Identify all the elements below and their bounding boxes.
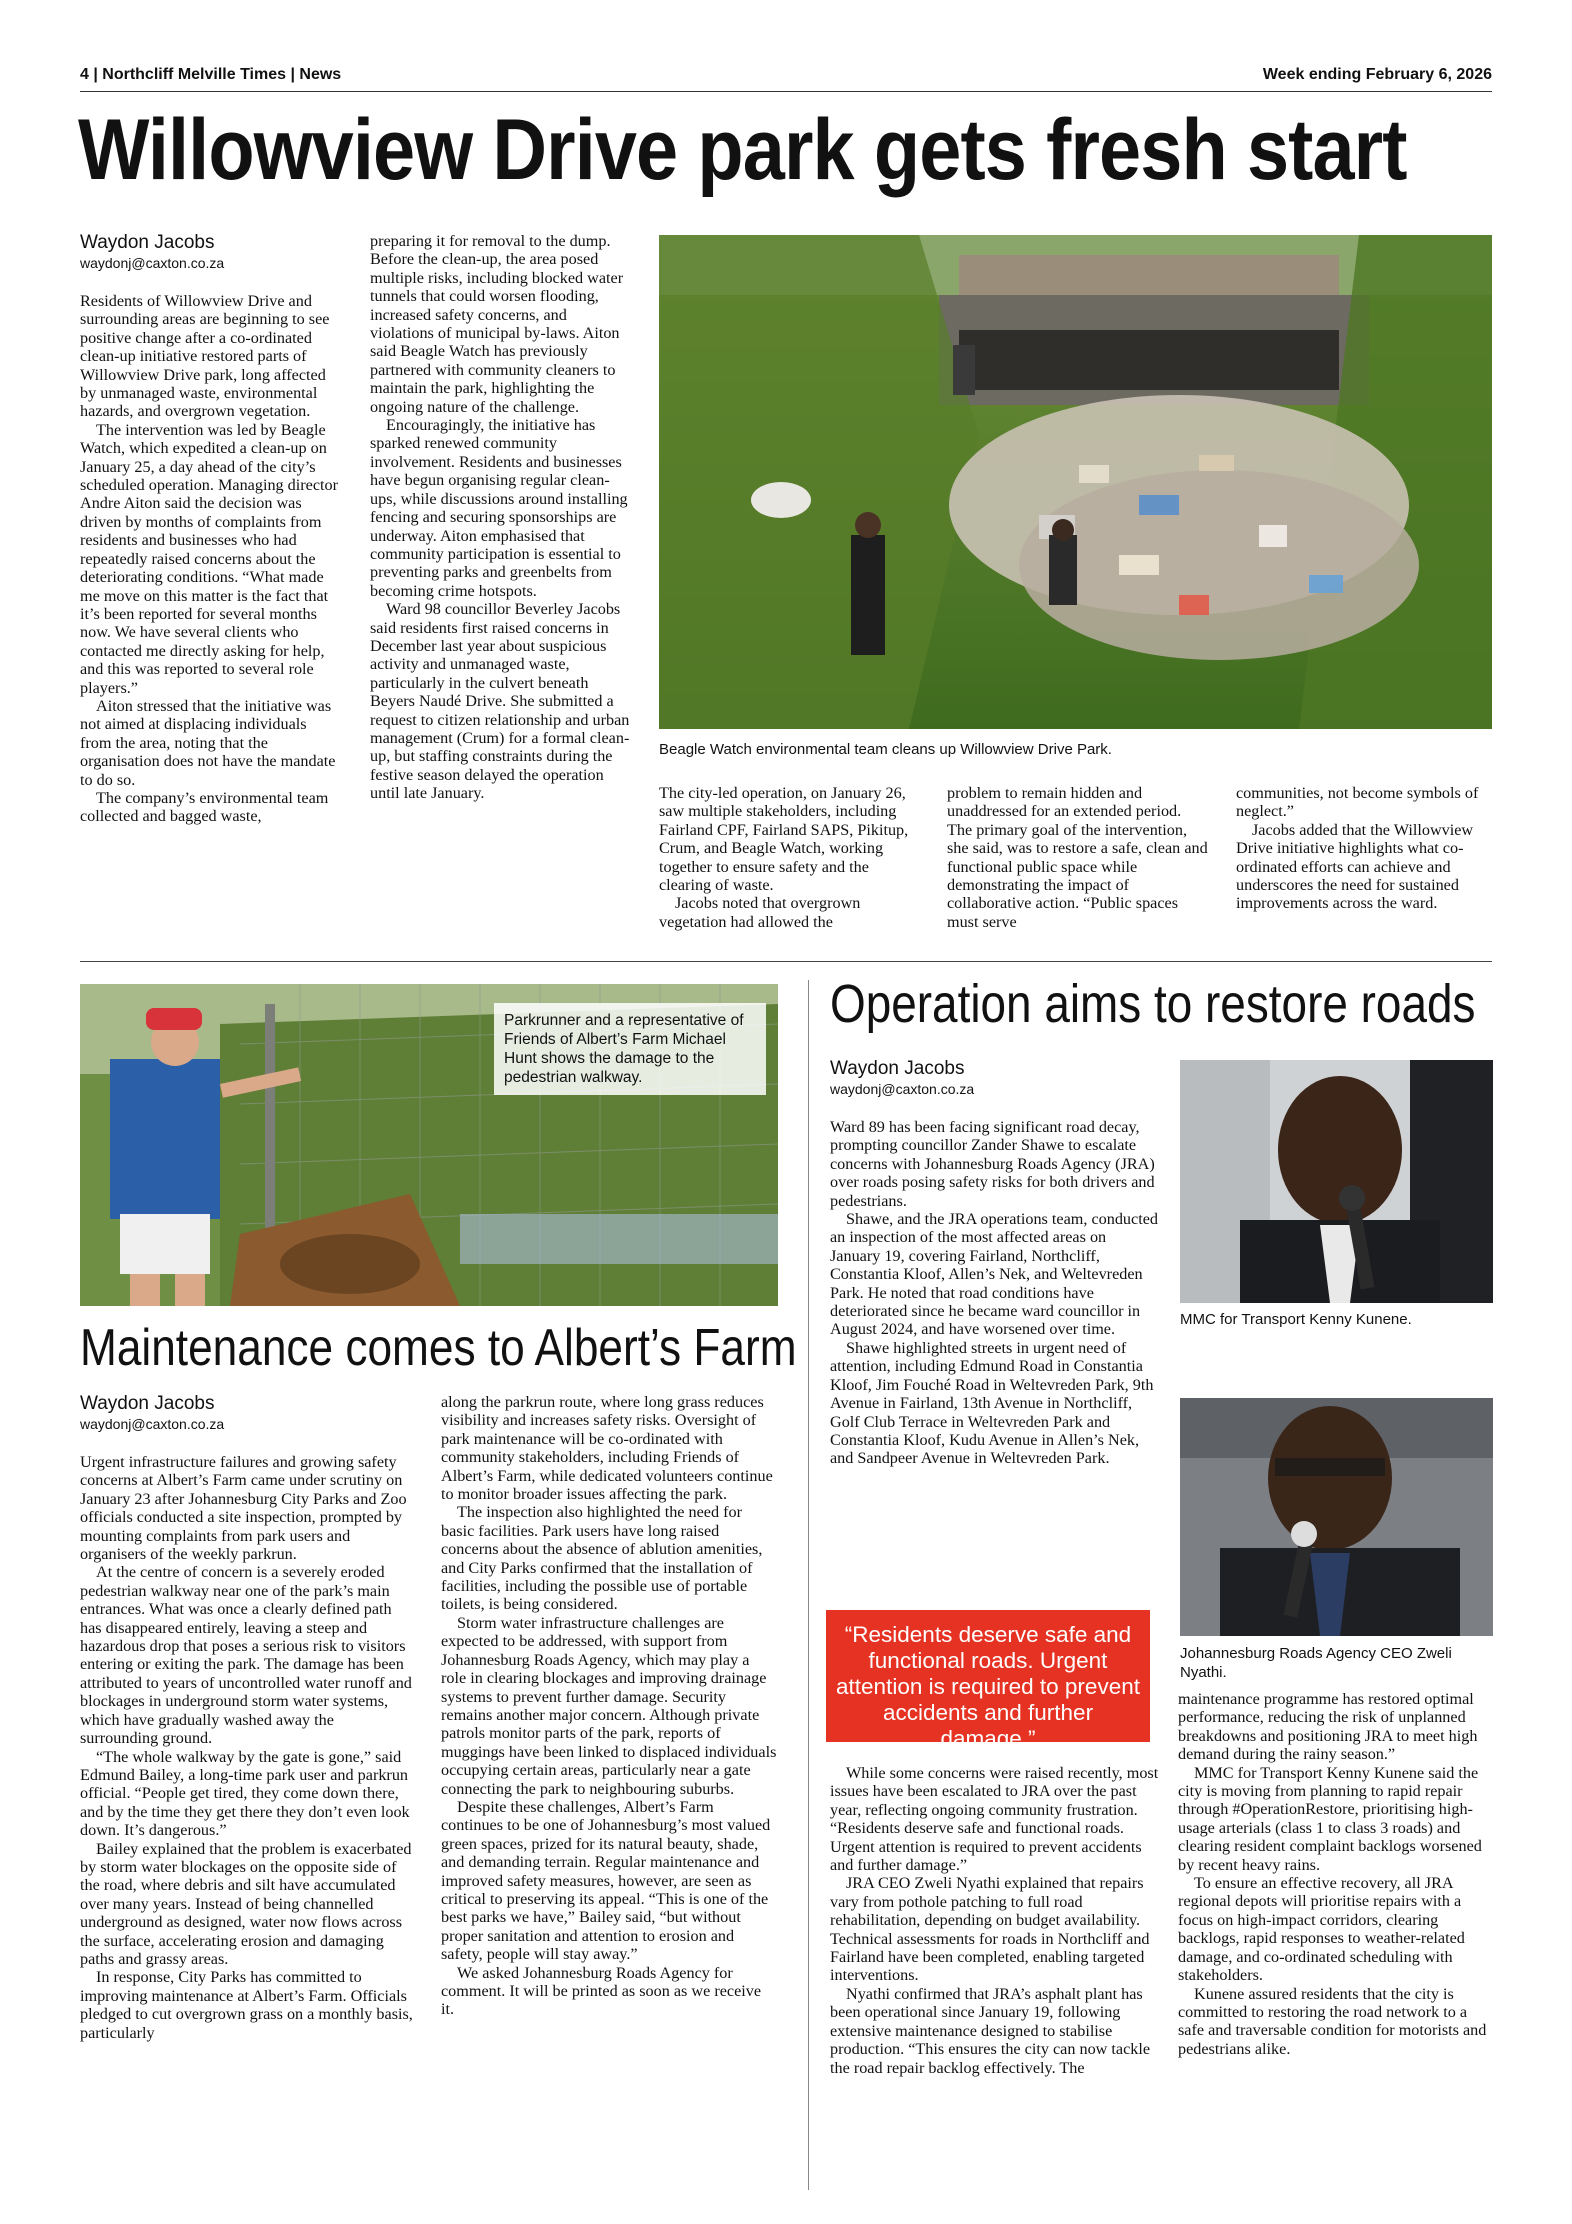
story1-col3 xyxy=(659,784,921,931)
story1-email: waydonj@caxton.co.za xyxy=(80,255,225,271)
paragraph: Aiton stressed that the initiative was not aimed at displacing individuals from the area, noting that the organisation does not have the mandate to do so. xyxy=(80,696,336,789)
paragraph: “The whole walkway by the gate is gone,” said Edmund Bailey, a long-time park user and parkrun official. “People get tired, they come down there, and by the time they get there they don’t even look down. It’s dangerous.” xyxy=(80,1747,410,1840)
paragraph: We asked Johannesburg Roads Agency for comment. It will be printed as soon as we receive it. xyxy=(441,1963,762,2019)
paragraph: Storm water infrastructure challenges are expected to be addressed, with support from Johannesburg Roads Agency, which may play a role in clearing blockages and improving drainage systems to prevent further damage. Security remains another major concern. Although private patrols monitor parts of the park, reports of muggings have been linked to displaced individuals occupying certain areas, particularly near a gate connecting the park to neighbouring suburbs. xyxy=(441,1613,777,1798)
cleanup-photo-image xyxy=(659,235,1492,729)
paragraph: communities, not become symbols of neglect.” xyxy=(1236,784,1479,821)
story3-author: Waydon Jacobs xyxy=(830,1058,965,1079)
paragraph: Ward 89 has been facing significant road decay, prompting councillor Zander Shawe to escalate concerns with Johannesburg Roads Agency (JRA) over roads posing safety risks for both drivers and pedestrians. xyxy=(830,1118,1155,1210)
paragraph: along the parkrun route, where long grass reduces visibility and increases safety risks. Oversight of park maintenance will be co-ordinated with community stakeholders, including Friends of Albert’s Farm, while dedicated volunteers continue to monitor broader issues affecting the park. xyxy=(441,1393,773,1504)
header-rule xyxy=(80,91,1492,92)
main-headline: Willowview Drive park gets fresh start xyxy=(78,102,1407,198)
paragraph: Kunene assured residents that the city is committed to restoring the road network to a safe and traversable condition for motorists and pedestrians alike. xyxy=(1178,1984,1487,2058)
paragraph: problem to remain hidden and unaddressed for an extended period. The primary goal of the intervention, she said, was to restore a safe, clean and functional public space while demonstrating the impact of collaborative action. “Public spaces must serve xyxy=(947,784,1208,931)
story3-col3 xyxy=(1178,1690,1493,2058)
nyathi-photo-caption: Johannesburg Roads Agency CEO Zweli Nyathi. xyxy=(1180,1645,1452,1681)
story2-col2 xyxy=(441,1393,778,2019)
cleanup-photo xyxy=(659,235,1492,729)
paragraph: The intervention was led by Beagle Watch, which expedited a clean-up on January 25, a day ahead of the city’s scheduled operation. Managing director Andre Aiton said the decision was driven by months of complaints from residents and businesses who had repeatedly raised concerns about the deteriorating conditions. “What made me move on this matter is the fact that it’s been reported for several months now. We have several clients who contacted me directly asking for help, and this was reported to several role players.” xyxy=(80,420,339,697)
story1-author: Waydon Jacobs xyxy=(80,232,215,253)
kunene-photo xyxy=(1180,1060,1493,1303)
paragraph: Jacobs added that the Willowview Drive initiative highlights what co-ordinated efforts can achieve and underscores the need for sustained improvements across the ward. xyxy=(1236,820,1474,913)
story3-headline: Operation aims to restore roads xyxy=(830,974,1476,1034)
paragraph: JRA CEO Zweli Nyathi explained that repairs vary from pothole patching to full road rehabilitation, depending on budget availability. Technical assessments for roads in Northcliff and Fairland have been completed, enabling targeted interventions. xyxy=(830,1874,1150,1985)
paragraph: The city-led operation, on January 26, saw multiple stakeholders, including Fairland CPF, Fairland SAPS, Pikitup, Crum, and Beagle Watch, working together to ensure safety and the clearing of waste. xyxy=(659,784,909,895)
paragraph: Residents of Willowview Drive and surrounding areas are beginning to see positive change after a co-ordinated clean-up initiative restored parts of Willowview Drive park, long affected by unmanaged waste, environmental hazards, and overgrown vegetation. xyxy=(80,292,330,421)
story3-col1 xyxy=(830,1118,1160,1468)
paragraph: To ensure an effective recovery, all JRA regional depots will prioritise repairs with a focus on high-impact corridors, clearing backlogs, rapid responses to weather-related damage, and co-ordinated scheduling with stakeholders. xyxy=(1178,1874,1465,1985)
paragraph: MMC for Transport Kenny Kunene said the city is moving from planning to rapid repair through #OperationRestore, prioritising high-usage arterials (class 1 to class 3 roads) and clearing resident complaint backlogs worsened by recent heavy rains. xyxy=(1178,1763,1482,1874)
paragraph: Shawe highlighted streets in urgent need of attention, including Edmund Road in Constantia Kloof, Jim Fouché Road in Weltevreden Park, 9th Avenue in Fairland, 13th Avenue in Northcliff, Golf Club Terrace in Weltevreden Park and Constantia Kloof, Kudu Avenue in Allen’s Nek, and Sandpeer Avenue in Weltevreden Park. xyxy=(830,1338,1154,1468)
header-folio: 4 | Northcliff Melville Times | News xyxy=(80,66,342,83)
cleanup-photo-caption: Beagle Watch environmental team cleans up Willowview Drive Park. xyxy=(659,741,1112,758)
story1-col5 xyxy=(1236,784,1494,913)
nyathi-photo xyxy=(1180,1398,1493,1636)
section-rule xyxy=(80,961,1492,962)
story3-email: waydonj@caxton.co.za xyxy=(830,1081,975,1097)
paragraph: The company’s environmental team collected and bagged waste, xyxy=(80,788,329,826)
paragraph: While some concerns were raised recently, most issues have been escalated to JRA over the past year, reflecting ongoing community frustration. “Residents deserve safe and functional roads. Urgent attention is required to prevent accidents and further damage.” xyxy=(830,1764,1159,1875)
nyathi-photo-image xyxy=(1180,1398,1493,1636)
story2-author: Waydon Jacobs xyxy=(80,1393,215,1414)
paragraph: Despite these challenges, Albert’s Farm continues to be one of Johannesburg’s most valued green spaces, prized for its natural beauty, shade, and demanding terrain. Regular maintenance and improved safety measures, however, are seen as critical to preserving its appeal. “This is one of the best parks we have,” Bailey said, “but without proper sanitation and attention to erosion and safety, people will stay away.” xyxy=(441,1797,771,1964)
paragraph: Jacobs noted that overgrown vegetation had allowed the xyxy=(659,894,861,931)
alberts-farm-photo-caption: Parkrunner and a representative of Friends of Albert’s Farm Michael Hunt shows the damage to the pedestrian walkway. xyxy=(494,1003,766,1095)
story2-headline: Maintenance comes to Albert’s Farm xyxy=(80,1319,797,1377)
paragraph: Shawe, and the JRA operations team, conducted an inspection of the most affected areas on January 19, covering Fairland, Northcliff, Constantia Kloof, Allen’s Nek, and Weltevreden Park. He noted that road conditions have deteriorated since he became ward councillor in August 2024, and have worsened over time. xyxy=(830,1210,1158,1339)
pull-quote: “Residents deserve safe and functional roads. Urgent attention is required to prevent accidents and further damage.” xyxy=(826,1610,1150,1742)
story3-col2 xyxy=(830,1764,1160,2077)
paragraph: At the centre of concern is a severely eroded pedestrian walkway near one of the park’s main entrances. What was once a clearly defined path has disappeared entirely, leaving a steep and hazardous drop that poses a serious risk to visitors entering or exiting the park. The damage has been attributed to years of uncontrolled water runoff and blockages in underground storm water systems, which have gradually washed away the surrounding ground. xyxy=(80,1563,412,1748)
paragraph: Encouragingly, the initiative has sparked renewed community involvement. Residents and businesses have begun organising regular clean-ups, while discussions around installing fencing and securing sponsorships are underway. Aiton emphasised that community participation is essential to preventing parks and greenbelts from becoming crime hotspots. xyxy=(370,416,628,600)
story1-col4 xyxy=(947,784,1209,931)
story2-col1 xyxy=(80,1453,415,2042)
page-header xyxy=(80,66,1492,88)
column-rule xyxy=(808,980,809,2190)
paragraph: Bailey explained that the problem is exacerbated by storm water blockages on the opposite side of the road, where debris and silt have accumulated over many years. Instead of being channelled underground as designed, water now flows across the surface, accelerating erosion and damaging paths and grassy areas. xyxy=(80,1839,412,1968)
story1-col2 xyxy=(370,232,632,803)
paragraph: preparing it for removal to the dump. Before the clean-up, the area posed multiple risks, including blocked water tunnels that could worsen flooding, increased safety concerns, and violations of municipal by-laws. Aiton said Beagle Watch has previously partnered with community cleaners to maintain the park, highlighting the ongoing nature of the challenge. xyxy=(370,232,624,416)
story2-email: waydonj@caxton.co.za xyxy=(80,1416,225,1432)
kunene-photo-image xyxy=(1180,1060,1493,1303)
paragraph: Urgent infrastructure failures and growing safety concerns at Albert’s Farm came under scrutiny on January 23 after Johannesburg City Parks and Zoo officials conducted a site inspection, prompted by mounting complaints from park users and organisers of the weekly parkrun. xyxy=(80,1453,407,1564)
kunene-photo-caption: MMC for Transport Kenny Kunene. xyxy=(1180,1311,1412,1328)
header-date: Week ending February 6, 2026 xyxy=(1262,66,1492,83)
paragraph: The inspection also highlighted the need for basic facilities. Park users have long raised concerns about the absence of ablution amenities, and City Parks confirmed that the installation of facilities, including the possible use of portable toilets, is being considered. xyxy=(441,1503,763,1614)
paragraph: Nyathi confirmed that JRA’s asphalt plant has been operational since January 19, following extensive maintenance designed to stabilise production. “This ensures the city can now tackle the road repair backlog effectively. The xyxy=(830,1984,1151,2077)
paragraph: maintenance programme has restored optimal performance, reducing the risk of unplanned breakdowns and positioning JRA to meet high demand during the rainy season.” xyxy=(1178,1690,1478,1764)
paragraph: Ward 98 councillor Beverley Jacobs said residents first raised concerns in December last year about suspicious activity and unmanaged waste, particularly in the culvert beneath Beyers Naudé Drive. She submitted a request to citizen relationship and urban management (Crum) for a formal clean-up, but staffing constraints during the festive season delayed the operation until late January. xyxy=(370,600,630,803)
story1-col1 xyxy=(80,292,342,826)
paragraph: In response, City Parks has committed to improving maintenance at Albert’s Farm. Officials pledged to cut overgrown grass on a monthly basis, particularly xyxy=(80,1968,413,2042)
